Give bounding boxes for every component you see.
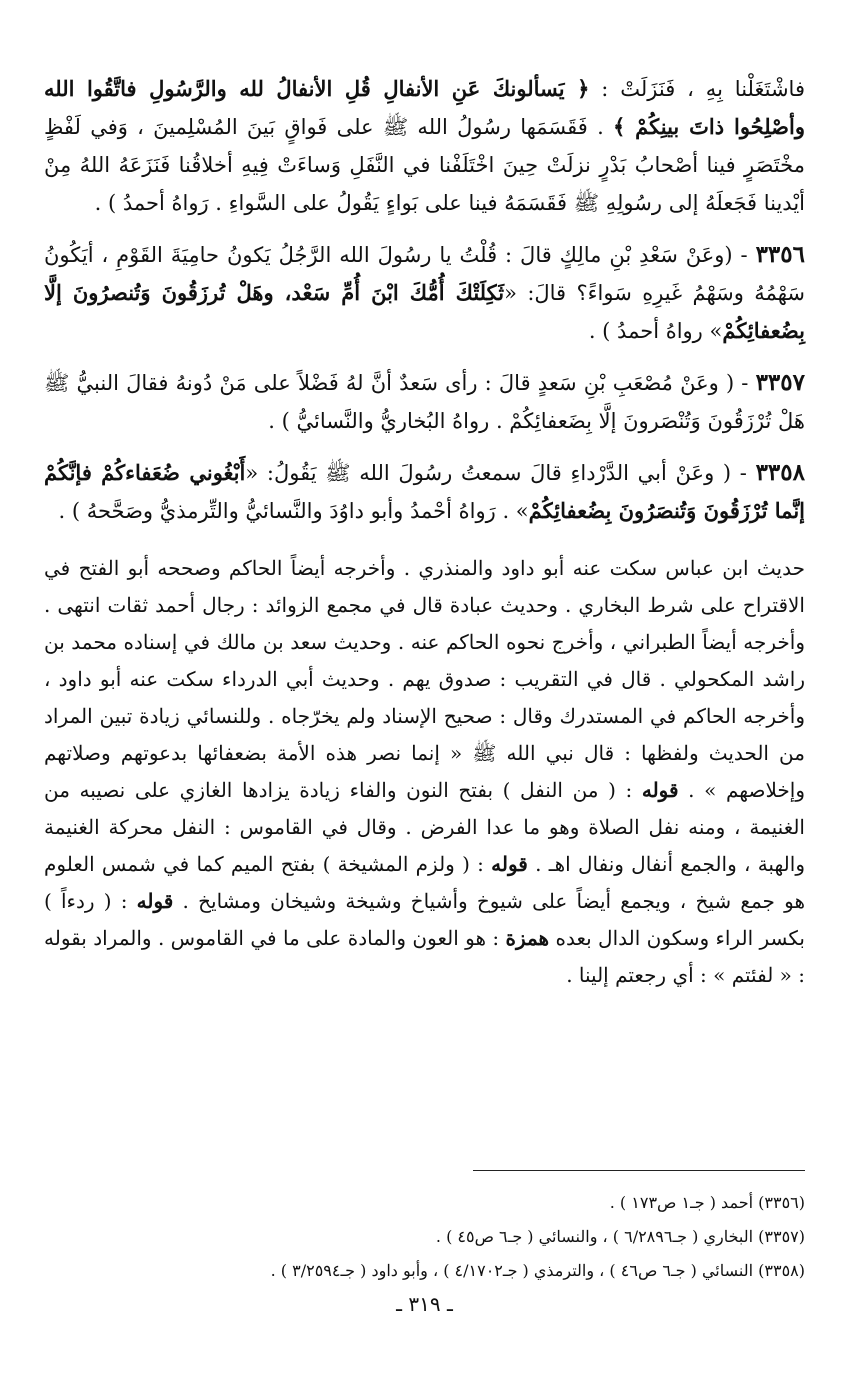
- qawluh-label: قوله: [641, 778, 679, 802]
- page-number: ـ ٣١٩ ـ: [396, 1292, 453, 1316]
- hadith-3358: [44, 454, 805, 530]
- hadith-3358-end: » . رَواهُ أحْمدُ وأبو داوُدَ والنَّسائيُّ والتِّرمذيُّ وصَحَّحهُ ) .: [58, 499, 529, 523]
- hamza-word: همزة: [505, 926, 550, 950]
- quran-verse: ﴿ يَسألونكَ عَنِ الأنفالِ قُلِ الأنفالُ لله والرَّسُولِ فاتَّقُوا الله وأصْلِحُوا ذاتَ بينِكُمْ ﴾: [44, 76, 805, 139]
- footnote-3356: (٣٣٥٦) أحمد ( جـ١ ص١٧٣ ) .: [609, 1193, 805, 1212]
- commentary-paragraph: [44, 550, 805, 994]
- hadith-3358-bold: أَبْغُوني ضُعَفاءكُمْ فإنَّكُمْ إنَّما تُرْزَقُونَ وَتُنصَرُونَ بِضُعفائِكُمْ: [44, 460, 805, 523]
- footnote-3357: (٣٣٥٧) البخاري ( جـ٦/٢٨٩٦ ) ، والنسائي ( جـ٦ ص٤٥ ) .: [435, 1227, 805, 1246]
- hadith-number-3357: ٣٣٥٧: [755, 369, 805, 396]
- qawluh-label: قوله: [491, 852, 528, 876]
- hadith-3356: [44, 236, 805, 350]
- hadith-intro-paragraph: [44, 70, 805, 222]
- footnotes: [44, 1186, 805, 1288]
- commentary-part-5: : هو العون والمادة على ما في القاموس . والمراد بقوله : « لفئتم » : أي رجعتم إلينا .: [44, 926, 805, 987]
- hadith-3357-text: - ( وعَنْ مُصْعَبِ بْنِ سَعدٍ قالَ : رأى سَعدٌ أنَّ لهُ فَضْلاً على مَنْ دُونهُ فقالَ النبيُّ ﷺ هَلْ تُرْزَقُونَ وَتُنْصَرونَ إلَّا بِضَعفائِكُمْ . رواهُ البُخاريُّ والنَّسائيُّ ) .: [44, 371, 805, 433]
- footnote-3358: (٣٣٥٨) النسائي ( جـ٦ ص٤٦ ) ، والترمذي ( جـ٤/١٧٠٢ ) ، وأبو داود ( جـ٣/٢٥٩٤ ) .: [270, 1261, 805, 1280]
- hadith-3356-end: » رواهُ أحمدُ ) .: [588, 319, 723, 343]
- hadith-3356-bold: ثَكِلَتْكَ أُمُّكَ ابْنَ أُمِّ سَعْد، وهَلْ تُرزَقُونَ وَتُنصرُونَ إلَّا بِضُعفائِكُمْ: [44, 280, 805, 343]
- commentary-part-4: : ( ردءاً ) بكسر الراء وسكون الدال بعده: [44, 889, 805, 950]
- commentary-part-2: : ( من النفل ) بفتح النون والفاء زيادة يزادها الغازي على نصيبه من الغنيمة ، ومنه نفل الصلاة وهو ما عدا الفرض . وقال في القاموس : النفل محركة الغنيمة والهبة ، والجمع أنفال ونفال اهـ .: [44, 778, 805, 876]
- footnote-divider: [473, 1170, 805, 1171]
- intro-rest: . فَقَسَمَها رسُولُ الله ﷺ على فَواقٍ بَينَ المُسْلِمينَ ، وَفي لَفْظٍ مخْتَصَرٍ فينا أصْحابُ بَدْرٍ نزلَتْ حِينَ اخْتَلَفْنا في النَّفَلِ وَساءَتْ فِيهِ أخلاقُنا فَنَزَعَهُ اللهُ مِنْ أيْدينا فَجَعلَهُ إلى رسُولِهِ ﷺ فَقَسَمَهُ فينا على بَواءٍ يَقُولُ على السَّواءِ . رَواهُ أحمدُ ) .: [44, 115, 805, 215]
- qawluh-label: قوله: [136, 889, 174, 913]
- hadith-number-3358: ٣٣٥٨: [755, 459, 805, 486]
- commentary-part-1: حديث ابن عباس سكت عنه أبو داود والمنذري . وأخرجه أيضاً الحاكم وصححه أبو الفتح في الاقتراح على شرط البخاري . وحديث عبادة قال في مجمع الزوائد : رجال أحمد ثقات انتهى . وأخرجه أيضاً الطبراني ، وأخرج نحوه الحاكم عنه . وحديث سعد بن مالك في إسناده محمد بن راشد المكحولي . قال في التقريب : صدوق يهم . وحديث أبي الدرداء سكت عنه أبو داود ، وأخرجه الحاكم في المستدرك وقال : صحيح الإسناد ولم يخرّجاه . وللنسائي زيادة تبين المراد من الحديث ولفظها : قال نبي الله ﷺ « إنما نصر هذه الأمة بضعفائها بدعوتهم وصلاتهم وإخلاصهم » .: [44, 556, 805, 802]
- hadith-3357: [44, 364, 805, 440]
- hadith-3358-text: - ( وعَنْ أبي الدَّرْداءِ قالَ سمعتُ رسُولَ الله ﷺ يَقُولُ: «: [245, 461, 756, 485]
- hadith-number-3356: ٣٣٥٦: [755, 241, 805, 268]
- intro-text: فاشْتَغَلْنا بِهِ ، فَنَزَلَتْ :: [589, 77, 805, 101]
- hadith-3356-text: - (وعَنْ سَعْدِ بْنِ مالِكٍ قالَ : قُلْتُ يا رسُولَ الله الرَّجُلُ يَكونُ حامِيَةَ القَوْمِ ، أيَكُونُ سَهْمُهُ وسَهْمُ غَيرِهِ سَواءً؟ قالَ: «: [44, 243, 805, 305]
- commentary-part-3: : ( ولزم المشيخة ) بفتح الميم كما في شمس العلوم هو جمع شيخ ، ويجمع أيضاً على شيوخ وأشياخ وشيخة وشيخان ومشايخ .: [44, 852, 805, 913]
